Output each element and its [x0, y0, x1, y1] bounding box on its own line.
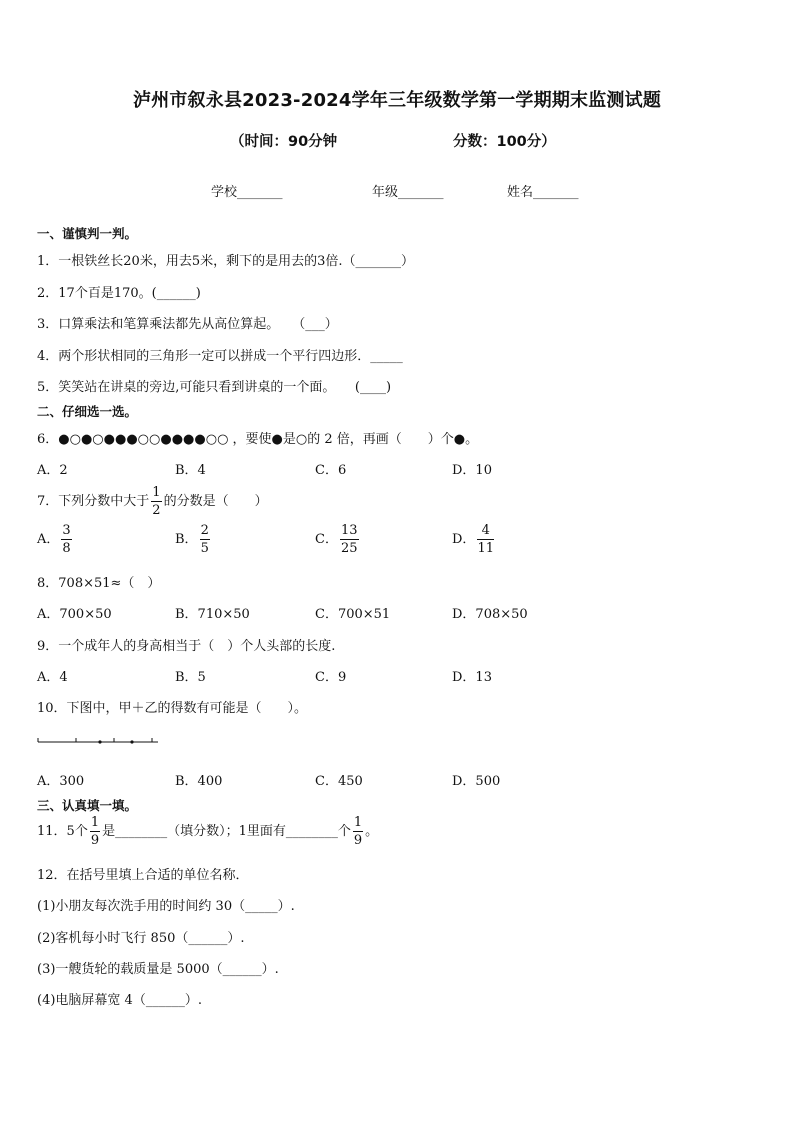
- q7-option-d: D． $\frac{4}{11}$: [452, 523, 494, 556]
- q10-option-b: B．400: [175, 774, 223, 789]
- question-12-1: (1)小朋友每次洗手用的时间约 30（_____）.: [37, 899, 295, 914]
- q10-option-d: D．500: [452, 774, 501, 789]
- q9-option-b: B．5: [175, 670, 206, 685]
- q9-option-c: C．9: [315, 670, 347, 685]
- point-yi: [130, 740, 133, 743]
- question-12-4: (4)电脑屏幕宽 4（______）.: [37, 993, 202, 1008]
- q7-option-a: A． $\frac{3}{8}$: [37, 523, 71, 556]
- q8-option-b: B．710×50: [175, 607, 250, 622]
- exam-time: （时间：90分钟: [230, 134, 338, 150]
- q11-text-a: 11．5个: [37, 824, 88, 839]
- q6-option-b: B．4: [175, 463, 206, 478]
- question-10: 10．下图中，甲＋乙的得数有可能是（ ）。: [37, 701, 308, 716]
- q6-option-c: C．6: [315, 463, 347, 478]
- question-8: 8．708×51≈（ ）: [37, 576, 161, 591]
- q6-option-a: A．2: [37, 463, 68, 478]
- question-4: 4．两个形状相同的三角形一定可以拼成一个平行四边形．_____: [37, 349, 403, 364]
- q7-fraction: [151, 486, 161, 517]
- question-12: 12．在括号里填上合适的单位名称．: [37, 868, 249, 883]
- grade-field: 年级_______: [372, 185, 444, 200]
- q10-option-a: A．300: [37, 774, 85, 789]
- q7-text-pre: 7．下列分数中大于: [37, 494, 150, 509]
- question-1: 1．一根铁丝长20米，用去5米，剩下的是用去的3倍.（_______）: [37, 254, 414, 269]
- school-field: 学校_______: [211, 185, 283, 200]
- q7-text-post: 的分数是（ ）: [163, 494, 268, 509]
- question-2: 2．17个百是170。(______): [37, 286, 201, 301]
- question-5: 5．笑笑站在讲桌的旁边,可能只看到讲桌的一个面。 (____): [37, 380, 392, 395]
- number-line-figure: [36, 716, 166, 762]
- section-1-heading: 一、谨慎判一判。: [37, 226, 138, 241]
- name-field: 姓名_______: [507, 185, 579, 200]
- section-3-heading: 三、认真填一填。: [37, 798, 138, 813]
- q9-option-a: A．4: [37, 670, 68, 685]
- exam-score: 分数：100分）: [453, 134, 556, 150]
- q7-option-b: B． $\frac{2}{5}$: [175, 523, 209, 556]
- q7-frac-num: 1: [152, 485, 161, 500]
- q8-option-c: C．700×51: [315, 607, 391, 622]
- question-3: 3．口算乘法和笔算乘法都先从高位算起。 （___）: [37, 317, 338, 332]
- question-11: 11．5个 $\frac{1}{9}$ 是________（填分数）；1里面有________个 $\frac{1}{9}$ 。: [37, 815, 379, 848]
- q8-option-a: A．700×50: [37, 607, 112, 622]
- point-jia: [98, 740, 101, 743]
- question-9: 9．一个成年人的身高相当于（ ）个人头部的长度.: [37, 639, 336, 654]
- question-12-2: (2)客机每小时飞行 850（______）.: [37, 931, 245, 946]
- section-2-heading: 二、仔细选一选。: [37, 404, 138, 419]
- question-7: [37, 486, 268, 517]
- q11-fraction-2: $\frac{1}{9}$: [353, 815, 363, 848]
- q6-option-d: D．10: [452, 463, 492, 478]
- q11-text-b: 是________（填分数）；1里面有________个: [102, 824, 351, 839]
- q10-option-c: C．450: [315, 774, 363, 789]
- q7-frac-den: 2: [152, 503, 161, 518]
- q7-option-c: C． $\frac{13}{25}$: [315, 523, 358, 556]
- q8-option-d: D．708×50: [452, 607, 528, 622]
- q11-fraction-1: $\frac{1}{9}$: [90, 815, 100, 848]
- page-title: 泸州市叙永县2023-2024学年三年级数学第一学期期末监测试题: [132, 90, 662, 111]
- q9-option-d: D．13: [452, 670, 492, 685]
- question-6: 6．●○●○●●●○○●●●●○○ ，要使●是○的 2 倍，再画（ ）个●。: [37, 432, 479, 447]
- question-12-3: (3)一艘货轮的载质量是 5000（______）.: [37, 962, 279, 977]
